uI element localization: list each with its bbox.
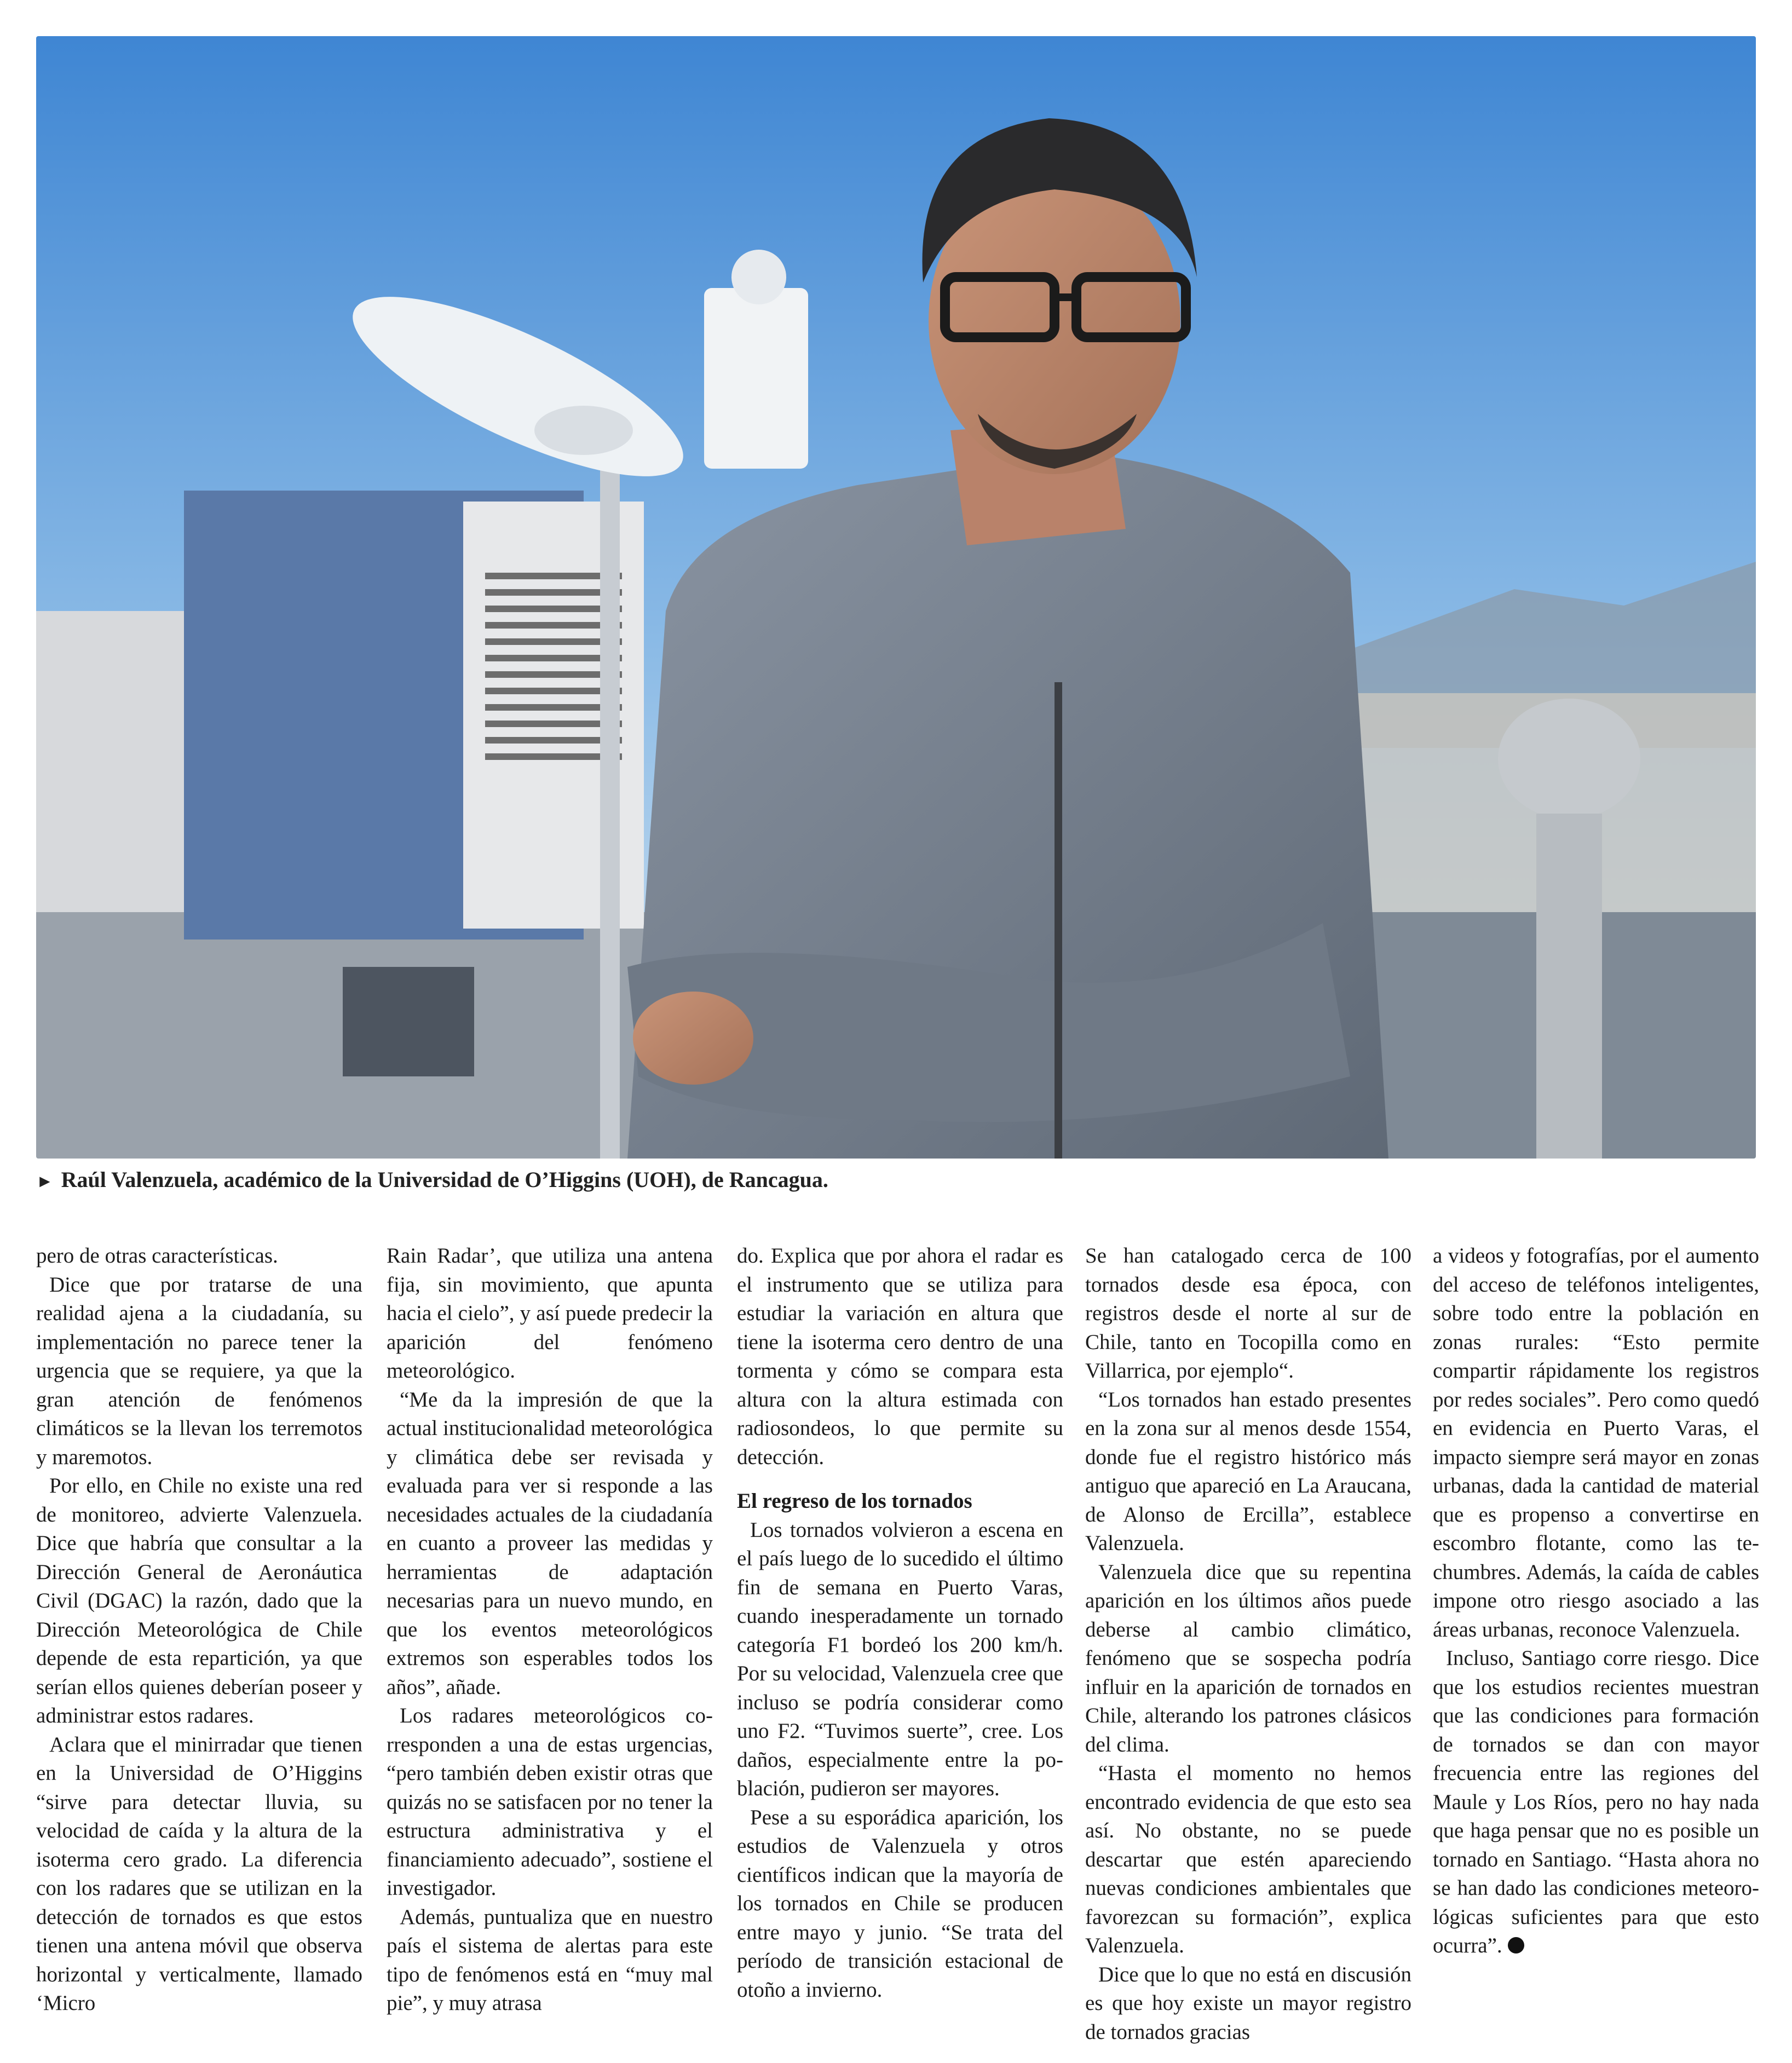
column-5 bbox=[1433, 1242, 1759, 2052]
radar-sensor bbox=[731, 250, 786, 304]
paragraph: Dice que por tratarse de una realidad ajena a la ciudadanía, su implementación no parece tener la urgencia que se requiere, ya que la gran atención de fenómenos climáticos se la llevan los terremotos y maremotos. bbox=[36, 1272, 362, 1469]
paragraph: Los radares meteorológicos corresponden a una de estas urgencias, “pero también deben existir otras que quizás no se satisfacen por no tener la estructura administrativa y el financiamiento adecuado”, sostiene el investigador. bbox=[387, 1704, 713, 1900]
paragraph: Aclara que el minirradar que tienen en la Universidad de O’Higgins “sirve para detectar lluvia, su velocidad de caída y la altura de la isoterma cero grado. La diferencia con los radares que se utilizan en la detección de tornados es que estos tienen una antena móvil que observa horizontal y verticalmente, llamado ‘Micro bbox=[36, 1732, 362, 2015]
paragraph: Los tornados volvieron a escena en el país luego de lo sucedido el último fin de semana en Puerto Varas, cuando inesperadamente un tornado categoría F1 bordeó los 200 km/h. Por su velocidad, Valenzuela cree que incluso se podría considerar como uno F2. “Tuvimos suerte”, cree. Los daños, especialmente entre la población, pudieron ser mayores. bbox=[737, 1518, 1063, 1800]
section-heading: El regreso de los tornados bbox=[737, 1489, 972, 1513]
paragraph: Rain Radar’, que utiliza una antena fija, sin movimiento, que apunta hacia el cielo”, y así puede predecir la aparición del fenómeno meteorológico. bbox=[387, 1244, 713, 1382]
article-body bbox=[0, 1242, 1792, 2052]
roof-turbine bbox=[1498, 699, 1640, 819]
paragraph: Por ello, en Chile no existe una red de monitoreo, advierte Valenzuela. Dice que habría que consultar a la Dirección General de Aeronáutica Civil (DGAC) la razón, dado que la Dirección Meteorológica de Chile depende de esta repartición, ya que serían ellos quienes deberían poseer y administrar estos radares. bbox=[36, 1474, 362, 1727]
solar-panel bbox=[343, 967, 474, 1076]
article-photo bbox=[36, 36, 1756, 1159]
paragraph: do. Explica que por ahora el radar es el instrumento que se utiliza para estudiar la variación en altura que tiene la isoterma cero dentro de una tormenta y cómo se compara esta altura con la altura estimada con radiosondeos, lo que permite su detección. bbox=[737, 1244, 1063, 1469]
paragraph: a videos y fotografías, por el aumento del acceso de teléfonos inteligentes, sobre todo entre la población en zonas rurales: “Esto permite compartir rápidamente los registros por redes sociales”. Pero como quedó en evidencia en Puerto Varas, el impacto siempre será mayor en zonas urbanas, dada la cantidad de material que es propenso a convertirse en escombro flotante, como las techumbres. Además, la caída de cables impone otro riesgo asociado a las áreas urbanas, reconoce Valenzuela. bbox=[1433, 1244, 1759, 1641]
paragraph: Pese a su esporádica aparición, los estudios de Valenzuela y otros científicos indican que la mayoría de los tornados en Chile se producen entre mayo y junio. “Se trata del período de transición estacional de otoño a invierno. bbox=[737, 1805, 1063, 2002]
column-3 bbox=[737, 1242, 1063, 2052]
column-1 bbox=[36, 1242, 362, 2052]
portrait-illustration bbox=[36, 36, 1756, 1159]
end-mark-icon bbox=[1508, 1937, 1524, 1953]
zipper bbox=[1055, 682, 1062, 1159]
caption-text: Raúl Valenzuela, académico de la Universidad de O’Higgins (UOH), de Rancagua. bbox=[61, 1167, 828, 1192]
column-4 bbox=[1085, 1242, 1411, 2052]
paragraph: “Me da la impresión de que la actual institucionalidad meteorológica y climática debe ser revisada y evaluada para ver si responde a las necesidades actuales de la ciudadanía en cuanto a proveer las medidas y herramientas de adaptación necesarias para un nuevo mundo, en que los eventos meteorológicos extremos son esperables todos los años”, añade. bbox=[387, 1387, 713, 1699]
paragraph-final bbox=[1433, 1644, 1759, 1961]
paragraph: “Los tornados han estado presentes en la zona sur al menos desde 1554, donde fue el registro histórico más antiguo que apareció en La Araucana, de Alonso de Ercilla”, establece Valenzuela. bbox=[1085, 1387, 1411, 1555]
paragraph: Además, puntualiza que en nuestro país el sistema de alertas para este tipo de fenómenos está en “muy mal pie”, y muy atrasa bbox=[387, 1905, 713, 2015]
paragraph: Se han catalogado cerca de 100 tornados desde esa época, con registros desde el norte al sur de Chile, tanto en Tocopilla como en Villarrica, por ejemplo“. bbox=[1085, 1244, 1411, 1382]
paragraph: pero de otras características. bbox=[36, 1244, 278, 1267]
final-text: Incluso, Santiago corre riesgo. Dice que los estudios recientes muestran que las condiciones para formación de tornados se dan con mayor frecuencia entre las regiones del Maule y Los Ríos, pero no hay nada que haga pensar que no es posible un tornado en Santiago. “Hasta ahora no se han dado las condiciones meteorológicas suficientes para que esto ocurra”. bbox=[1433, 1646, 1759, 1957]
paragraph: “Hasta el momento no hemos encontrado evidencia de que esto sea así. No obstante, no se puede descartar que estén apareciendo nuevas condiciones ambientales que favorezcan su formación”, explica Valenzuela. bbox=[1085, 1761, 1411, 1957]
dish-base bbox=[534, 406, 633, 455]
paragraph: Dice que lo que no está en discusión es que hoy existe un mayor registro de tornados gracias bbox=[1085, 1962, 1411, 2044]
photo-caption bbox=[36, 1163, 1756, 1196]
caption-marker-icon: ► bbox=[36, 1171, 54, 1191]
glasses-bridge bbox=[1055, 293, 1076, 301]
hand bbox=[633, 992, 753, 1085]
column-2 bbox=[387, 1242, 713, 2052]
turbine-pipe bbox=[1536, 814, 1602, 1159]
radar-box bbox=[704, 288, 808, 469]
antenna-pole bbox=[600, 463, 620, 1159]
paragraph: Valenzuela dice que su repentina aparición en los últimos años puede deberse al cambio climático, fenómeno que se sospecha podría influir en la aparición de tornados en Chile, alterando los patrones clásicos del clima. bbox=[1085, 1560, 1411, 1756]
